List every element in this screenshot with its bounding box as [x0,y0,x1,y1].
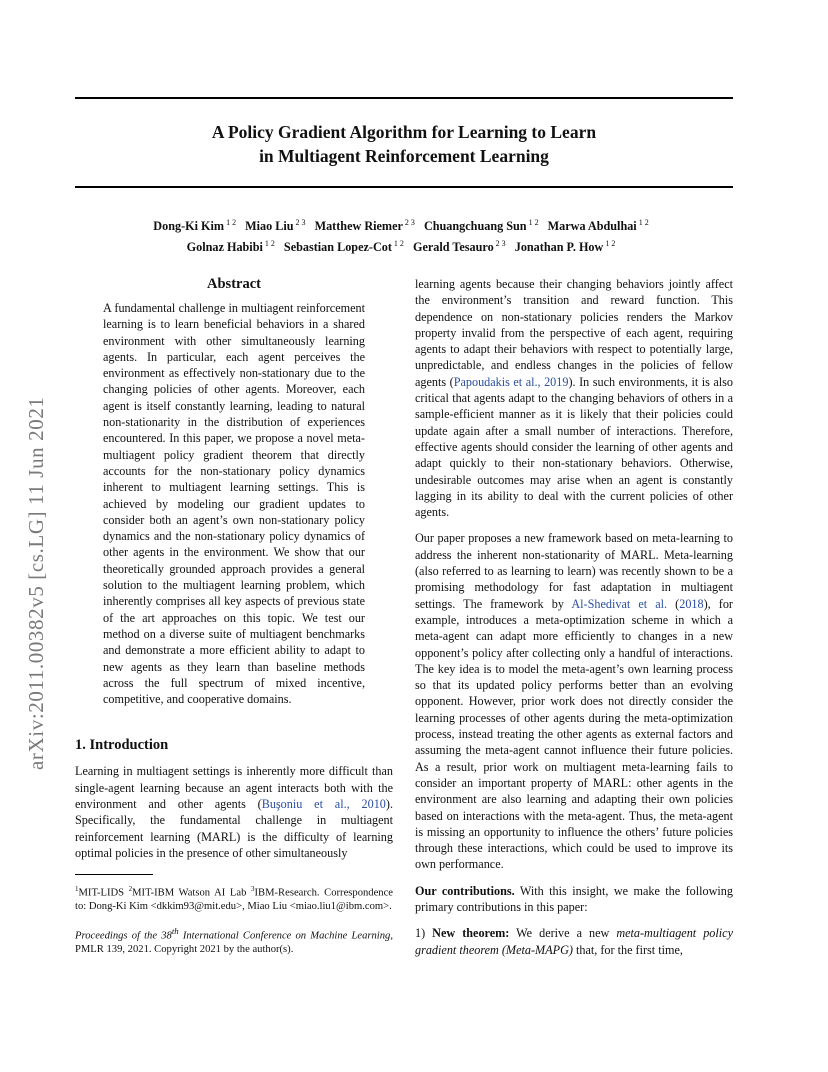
author-affiliation: 2 3 [404,218,415,227]
introduction-paragraph [75,763,393,861]
author-list [75,214,733,256]
text-span: MIT-IBM Watson AI Lab [132,887,252,899]
proceedings-note [75,925,393,957]
author-name: Chuangchuang Sun [423,219,527,234]
text-span: IBM-Research. Correspondence to: Dong-Ki Kim <dkkim93@mit.edu>, Miao Liu <miao.liu1@ibm.com>. [75,887,393,913]
author-affiliation: 2 3 [495,239,506,249]
contribution-item [415,925,733,958]
text-span: ). In such environments, it is also critical that agents adapt to the changing behaviors of others in a sample-efficient manner as it is likely that their policies could update again after a small number of interactions. Therefore, effective agents should consider the learning of other agents and adapt quickly to their non-stationary behaviors. Otherwise, undesirable outcomes may arise when an agent is constantly lagging in its ability to deal with the current policies of other agents. [415,374,733,520]
text-span: ), for example, introduces a meta-optimization scheme in which a meta-agent can adapt more efficiently to changes in a new opponent’s policy after collecting only a handful of interactions. The key idea is to model the meta-agent’s own learning process so that its updated policy performs better than an evolving opponent. However, prior work does not directly consider the learning processes of other agents during the meta-optimization process, instead treating the other agents as external factors and assuming the meta-agent cannot influence their future policies. As a result, prior work on multiagent meta-learning fails to consider an important property of MARL: other agents in the environment are also learning and adapting their own policies based on interactions with the meta-agent. Thus, the meta-agent is missing an opportunity to influence the others’ future policies through these interactions, which could be used to improve its own performance. [415,596,733,872]
author-name: Matthew Riemer [314,219,403,234]
affiliation-footnote [75,883,393,914]
text-span: ( [667,596,680,611]
contribution-label: New theorem: [432,926,510,941]
footnote-marker: 2 [128,885,133,894]
text-span: Proceedings of the 38 [75,930,172,942]
bottom-rule [75,186,733,188]
body-paragraph [415,276,733,520]
author-affiliation: 2 3 [295,218,306,227]
footnote-rule [75,874,153,875]
text-span: ). Specifically, the fundamental challenge in multiagent reinforcement learning (MARL) is the difficulty of learning optimal policies in the presence of other simultaneously [75,797,393,860]
citation-link[interactable]: Al-Shedivat et al. [571,596,668,611]
author-affiliation: 1 2 [528,218,539,227]
text-span: learning agents because their changing behaviors jointly affect the environment’s transition and reward function. This dependence on non-stationary policies renders the Markov property invalid from the perspective of each agent, requiring agents to adapt their behaviors with respect to potentially large, unpredictable, and endless changes in the policies of fellow agents ( [415,277,733,389]
item-number: 1) [415,926,433,941]
author-name: Golnaz Habibi [186,240,263,255]
author-name: Jonathan P. How [514,240,604,255]
abstract-heading: Abstract [207,276,261,292]
footnote-marker: 3 [251,885,255,894]
citation-link[interactable]: 2018 [679,596,704,611]
author-name: Sebastian Lopez-Cot [283,240,392,255]
text-span: Learning in multiagent settings is inherently more difficult than single-agent learning because an agent interacts both with the environment and other agents ( [75,764,393,812]
author-affiliation: 1 2 [638,218,649,227]
author-affiliation: 1 2 [264,239,275,249]
top-rule [75,97,733,99]
citation-link[interactable]: Buşoniu et al., 2010 [261,797,386,812]
text-span: meta-multiagent policy gradient theorem (Meta-MAPG) [415,926,733,957]
contributions-paragraph [415,883,733,916]
author-name: Marwa Abdulhai [547,219,637,234]
author-line-1 [75,214,733,235]
author-affiliation: 1 2 [226,218,237,227]
introduction-heading: 1. Introduction [75,737,169,754]
author-affiliation: 1 2 [393,239,404,249]
title-line-2: in Multiagent Reinforcement Learning [259,146,549,166]
text-span: that, for the first time, [572,942,683,957]
author-line-2 [75,235,733,256]
text-span: We derive a new [509,926,617,941]
arxiv-identifier: arXiv:2011.00382v5 [cs.LG] 11 Jun 2021 [24,396,48,770]
paper-title [75,120,733,168]
contributions-heading: Our contributions. [415,883,515,898]
text-span: With this insight, we make the following primary contributions in this paper: [415,883,733,914]
text-span: Our paper proposes a new framework based on meta-learning to address the inherent non-stationarity of MARL. Meta-learning (also referred to as learning to learn) was recently shown to be a promising methodology for fast adaptation in multiagent settings. The framework by [415,531,733,611]
right-column [415,276,733,968]
author-affiliation: 1 2 [605,239,616,249]
abstract-text: A fundamental challenge in multiagent reinforcement learning is to learn beneficial behaviors in a shared environment with other simultaneously learning agents. In particular, each agent perceives the environment as effectively non-stationary due to the changing policies of other agents. Moreover, each agent is itself constantly learning, leading to natural non-stationarity in the distribution of experiences encountered. In this paper, we propose a novel meta-multiagent policy gradient theorem that directly accounts for the non-stationary policy dynamics inherent to multiagent learning settings. This is achieved by modeling our gradient updates to consider both an agent’s own non-stationary policy dynamics and the non-stationary policy dynamics of other agents in the environment. We show that our theoretically grounded approach provides a general solution to the multiagent learning problem, which inherently comprises all key aspects of previous state of the art approaches on this topic. We test our method on a diverse suite of multiagent benchmarks and demonstrate a more efficient ability to adapt to new agents as they learn than baseline methods across the full spectrum of mixed incentive, competitive, and cooperative domains. [103,301,365,707]
author-name: Gerald Tesauro [412,240,494,255]
text-span: MIT-LIDS [78,887,129,899]
author-name: Dong-Ki Kim [153,219,225,234]
body-paragraph [415,530,733,872]
ordinal-suffix: th [171,925,179,936]
text-span: , PMLR 139, 2021. Copyright 2021 by the author(s). [75,930,393,956]
text-span: International Conference on Machine Learning [178,930,391,942]
left-column [75,276,393,957]
author-name: Miao Liu [245,219,294,234]
footnote-marker: 1 [75,885,79,894]
title-line-1: A Policy Gradient Algorithm for Learning to Learn [211,122,597,142]
citation-link[interactable]: Papoudakis et al., 2019 [453,374,569,389]
